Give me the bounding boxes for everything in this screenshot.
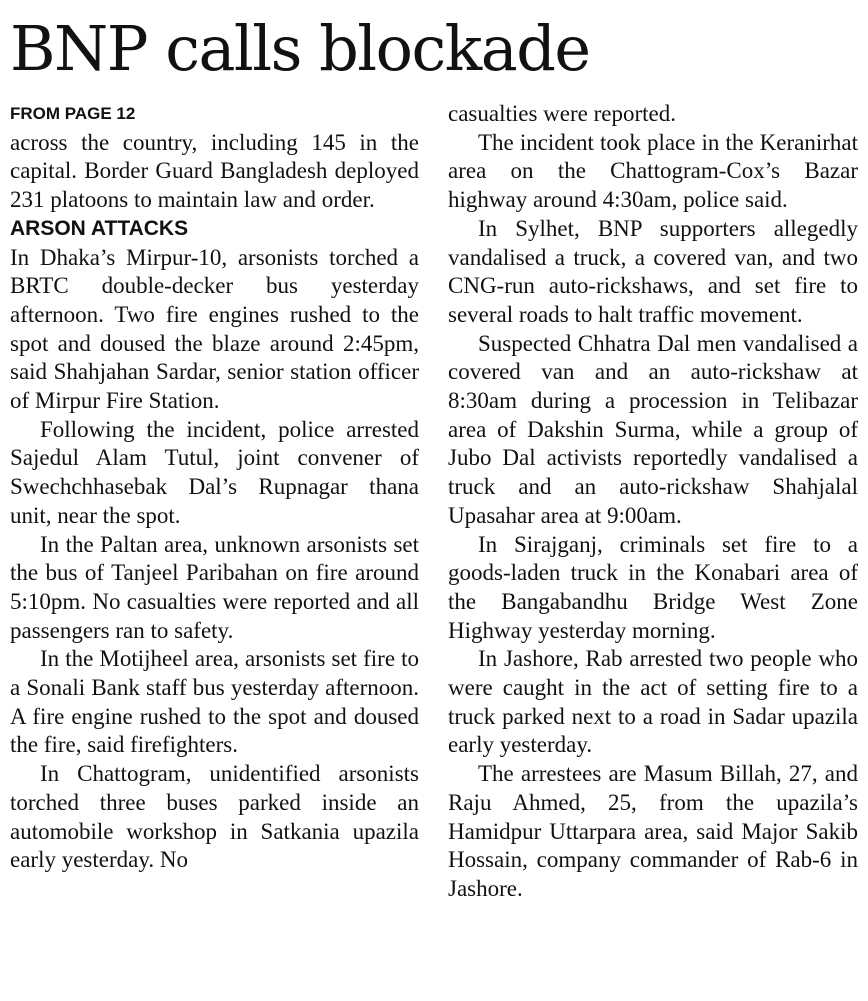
- section-subhead: ARSON ATTACKS: [10, 216, 189, 240]
- paragraph: Suspected Chhatra Dal men vandalised a covered van and an auto-rickshaw at 8:30am during a procession in Telibazar area of Dakshin Surma, while a group of Jubo Dal activists reportedly vandalised a truck and an auto-rickshaw Shahjalal Upasahar area at 9:00am.: [448, 330, 858, 528]
- headline: BNP calls blockade: [10, 12, 590, 85]
- paragraph: In the Motijheel area, arsonists set fire to a Sonali Bank staff bus yesterday afternoon. A fire engine rushed to the spot and doused the fire, said firefighters.: [10, 646, 419, 758]
- paragraph: In Chattogram, unidentified arsonists torched three buses parked inside an automobile workshop in Satkania upazila early yesterday. No: [10, 761, 419, 873]
- article-column-right: [448, 100, 858, 904]
- paragraph: across the country, including 145 in the capital. Border Guard Bangladesh deployed 231 platoons to maintain law and order.: [10, 129, 419, 213]
- paragraph: In Dhaka’s Mirpur-10, arsonists torched a BRTC double-decker bus yesterday afternoon. Two fire engines rushed to the spot and doused the blaze around 2:45pm, said Shahjahan Sardar, senior station officer of Mirpur Fire Station.: [10, 244, 419, 414]
- paragraph: The incident took place in the Keranirhat area on the Chattogram-Cox’s Bazar highway around 4:30am, police said.: [448, 129, 858, 213]
- continuation-kicker: FROM PAGE 12: [10, 104, 136, 123]
- paragraph: In Jashore, Rab arrested two people who were caught in the act of setting fire to a truck parked next to a road in Sadar upazila early yesterday.: [448, 646, 858, 758]
- paragraph: In Sylhet, BNP supporters allegedly vandalised a truck, a covered van, and two CNG-run auto-rickshaws, and set fire to several roads to halt traffic movement.: [448, 215, 858, 327]
- paragraph: casualties were reported.: [448, 101, 676, 126]
- paragraph: Following the incident, police arrested Sajedul Alam Tutul, joint convener of Swechchhasebak Dal’s Rupnagar thana unit, near the spot.: [10, 416, 419, 528]
- paragraph: In the Paltan area, unknown arsonists set the bus of Tanjeel Paribahan on fire around 5:10pm. No casualties were reported and all passengers ran to safety.: [10, 531, 419, 643]
- paragraph: The arrestees are Masum Billah, 27, and Raju Ahmed, 25, from the upazila’s Hamidpur Uttarpara area, said Major Sakib Hossain, company commander of Rab-6 in Jashore.: [448, 761, 858, 901]
- article-column-left: [10, 100, 419, 875]
- paragraph: In Sirajganj, criminals set fire to a goods-laden truck in the Konabari area of the Bangabandhu Bridge West Zone Highway yesterday morning.: [448, 531, 858, 643]
